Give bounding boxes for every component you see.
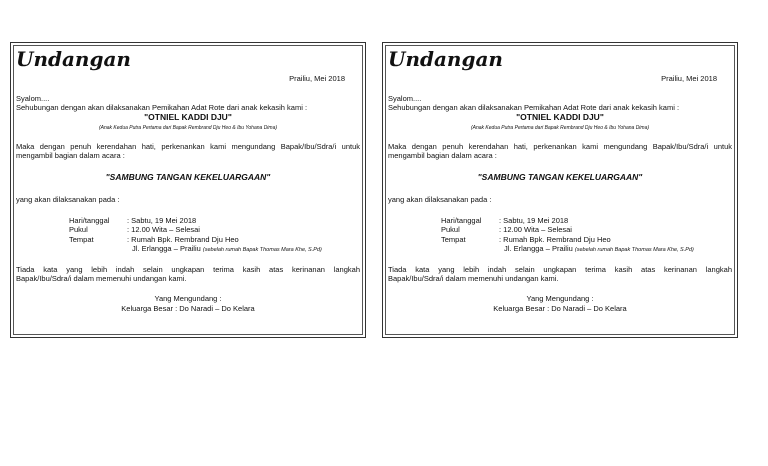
closing-line-1: Tiada kata yang lebih indah selain ungkapan terima kasih atas kerinanan langkah [16, 265, 360, 274]
card-inner-border [13, 45, 363, 335]
invitation-title: Undangan [16, 47, 131, 71]
closing-line-1: Tiada kata yang lebih indah selain ungkapan terima kasih atas kerinanan langkah [388, 265, 732, 274]
held-on-text: yang akan dilaksanakan pada : [16, 195, 120, 204]
time-label: Pukul [69, 225, 88, 234]
groom-name: "OTNIEL KADDI DJU" [516, 112, 604, 122]
invitation-date: Prailiu, Mei 2018 [661, 74, 717, 83]
greeting: Syalom.... [388, 94, 422, 103]
time-value: : 12.00 Wita – Selesai [499, 225, 572, 234]
inviter-family: Keluarga Besar : Do Naradi – Do Kelara [121, 304, 255, 313]
address-value: Jl. Erlangga – Prailiu [132, 244, 201, 253]
invitation-title: Undangan [388, 47, 503, 71]
inviter-label: Yang Mengundang : [526, 294, 594, 303]
intro-text: Sehubungan dengan akan dilaksanakan Pemikahan Adat Rote dari anak kekasih kami : [388, 103, 680, 112]
place-label: Tempat [441, 235, 466, 244]
parents-note: (Anak Kedua Putra Pertama dari Bapak Rembrand Dju Heo & Ibu Yohana Dima) [470, 125, 650, 131]
event-name: "SAMBUNG TANGAN KEKELUARGAAN" [105, 172, 271, 182]
held-on-text: yang akan dilaksanakan pada : [388, 195, 492, 204]
request-line-2: mengambil bagian dalam acara : [16, 151, 125, 160]
request-line-2: mengambil bagian dalam acara : [388, 151, 497, 160]
invitation-card-right [382, 42, 738, 338]
groom-name: "OTNIEL KADDI DJU" [144, 112, 232, 122]
inviter-family: Keluarga Besar : Do Naradi – Do Kelara [493, 304, 627, 313]
address-value: Jl. Erlangga – Prailiu [504, 244, 573, 253]
request-line-1: Maka dengan penuh kerendahan hati, perkenankan kami mengundang Bapak/Ibu/Sdra/i untuk [16, 142, 360, 151]
event-name: "SAMBUNG TANGAN KEKELUARGAAN" [477, 172, 643, 182]
day-label: Hari/tanggal [441, 216, 482, 225]
place-value: : Rumah Bpk. Rembrand Dju Heo [127, 235, 239, 244]
time-label: Pukul [441, 225, 460, 234]
card-inner-border [385, 45, 735, 335]
place-value: : Rumah Bpk. Rembrand Dju Heo [499, 235, 611, 244]
closing-line-2: Bapak/Ibu/Sdra/i dalam memenuhi undangan kami. [388, 274, 559, 283]
address-line [504, 244, 694, 255]
inviter-label: Yang Mengundang : [154, 294, 222, 303]
address-line [132, 244, 322, 255]
request-line-1: Maka dengan penuh kerendahan hati, perkenankan kami mengundang Bapak/Ibu/Sdra/i untuk [388, 142, 732, 151]
address-note: (sebelah rumah Bapak Thomas Mara Khe, S.Pd) [574, 247, 694, 253]
closing-line-2: Bapak/Ibu/Sdra/i dalam memenuhi undangan kami. [16, 274, 187, 283]
place-label: Tempat [69, 235, 94, 244]
invitation-card-left [10, 42, 366, 338]
address-note: (sebelah rumah Bapak Thomas Mara Khe, S.Pd) [202, 247, 322, 253]
time-value: : 12.00 Wita – Selesai [127, 225, 200, 234]
parents-note: (Anak Kedua Putra Pertama dari Bapak Rembrand Dju Heo & Ibu Yohana Dima) [98, 125, 278, 131]
greeting: Syalom.... [16, 94, 50, 103]
day-value: : Sabtu, 19 Mei 2018 [499, 216, 569, 225]
day-label: Hari/tanggal [69, 216, 110, 225]
intro-text: Sehubungan dengan akan dilaksanakan Pemikahan Adat Rote dari anak kekasih kami : [16, 103, 308, 112]
day-value: : Sabtu, 19 Mei 2018 [127, 216, 197, 225]
invitation-date: Prailiu, Mei 2018 [289, 74, 345, 83]
